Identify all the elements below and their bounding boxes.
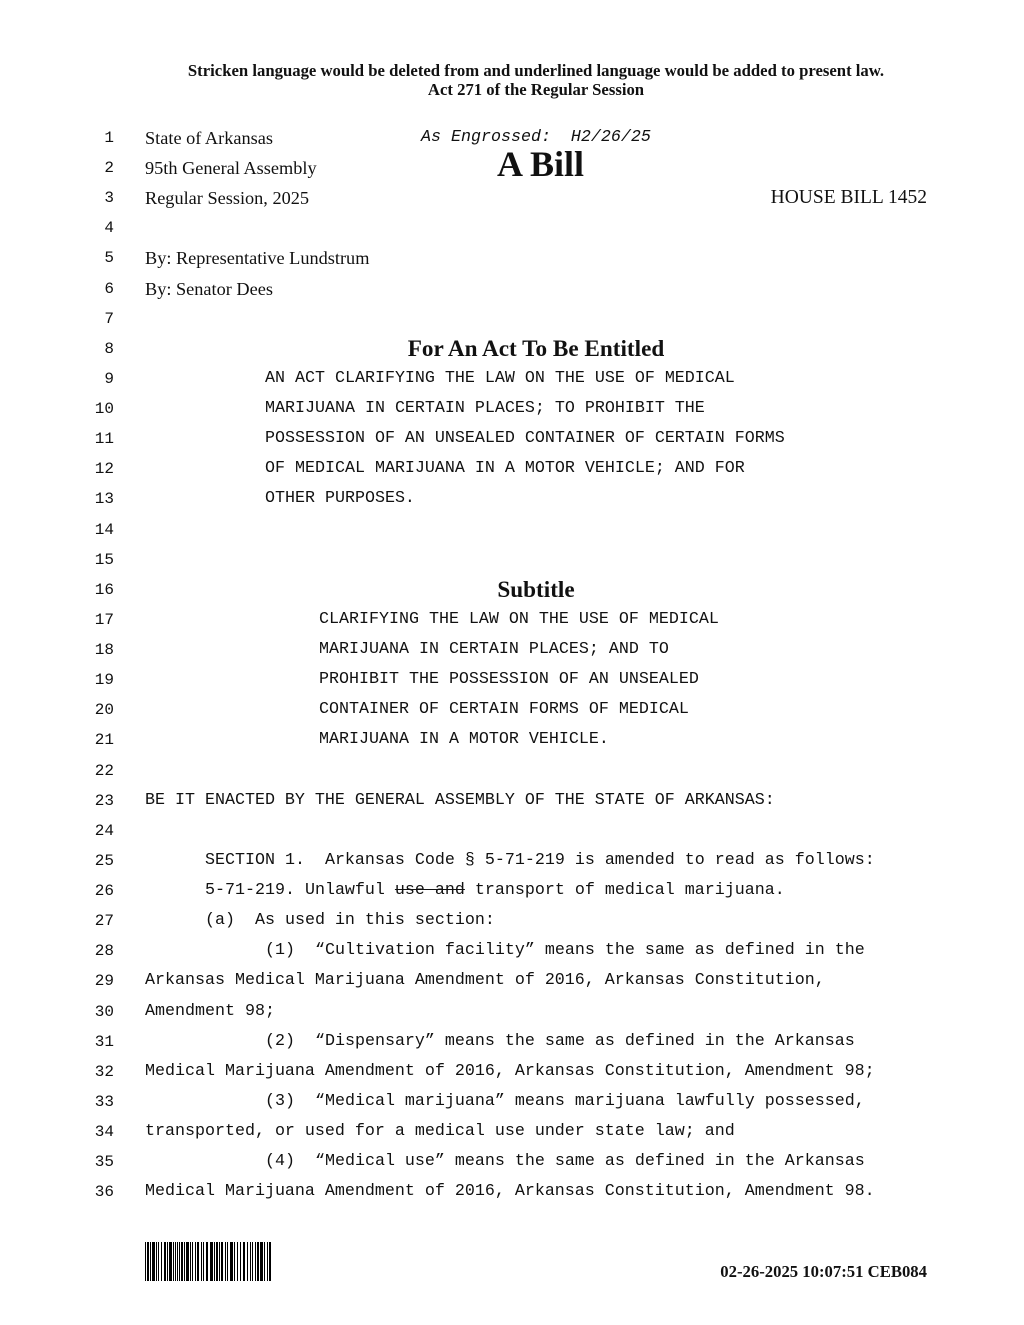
body-line: (4) “Medical use” means the same as defined in the Arkansas [265,1152,865,1172]
barcode [145,1242,273,1281]
line-number: 26 [94,882,114,901]
line-number: 34 [94,1123,114,1142]
subtitle-line: MARIJUANA IN A MOTOR VEHICLE. [319,730,609,750]
title-line: POSSESSION OF AN UNSEALED CONTAINER OF CERTAIN FORMS [265,429,785,449]
footer-timestamp: 02-26-2025 10:07:51 CEB084 [720,1262,927,1281]
body-line: Amendment 98; [145,1001,275,1021]
line-number: 15 [94,550,114,569]
barcode-bar [192,1242,193,1281]
barcode-bar [234,1242,235,1281]
line-number: 32 [94,1062,114,1081]
title-line: OTHER PURPOSES. [265,489,415,509]
line-row [0,786,1024,816]
line-number: 8 [104,339,114,358]
code-heading-end: transport of medical marijuana. [464,881,785,901]
barcode-bar [219,1242,220,1281]
body-line: Medical Marijuana Amendment of 2016, Arkansas Constitution, Amendment 98. [145,1182,875,1202]
line-row [0,213,1024,243]
line-row [0,1177,1024,1207]
line-row [0,545,1024,575]
barcode-bar [240,1242,241,1281]
line-number: 9 [104,369,114,388]
barcode-bar [225,1242,226,1281]
body-line: (3) “Medical marijuana” means marijuana lawfully possessed, [265,1091,865,1111]
barcode-bar [203,1242,204,1281]
stricken-language-notice: Stricken language would be deleted from and underlined language would be added to present law. [187,61,885,80]
line-number: 7 [104,309,114,328]
line-number: 14 [94,520,114,539]
line-number: 2 [104,159,114,178]
stricken-text: use and [394,881,465,901]
line-row [0,484,1024,514]
line-number: 13 [94,490,114,509]
barcode-bar [201,1242,202,1281]
barcode-bar [221,1242,223,1281]
line-number: 27 [94,912,114,931]
line-row [0,846,1024,876]
barcode-bar [210,1242,213,1281]
barcode-bar [161,1242,162,1281]
line-number: 33 [94,1092,114,1111]
title-line: MARIJUANA IN CERTAIN PLACES; TO PROHIBIT THE [265,399,705,419]
barcode-bar [269,1242,271,1281]
line-row [0,1087,1024,1117]
barcode-bar [250,1242,251,1281]
line-number: 23 [94,791,114,810]
barcode-bar [257,1242,259,1281]
subsection-a: (a) As used in this section: [205,911,495,931]
barcode-bar [227,1242,228,1281]
line-number: 3 [104,189,114,208]
act-line: Act 271 of the Regular Session [427,80,645,99]
subtitle-heading: Subtitle [497,576,575,603]
enacting-clause: BE IT ENACTED BY THE GENERAL ASSEMBLY OF THE STATE OF ARKANSAS: [145,790,775,810]
barcode-bar [230,1242,233,1281]
subtitle-line: MARIJUANA IN CERTAIN PLACES; AND TO [319,640,669,660]
engrossed-date: As Engrossed: H2/26/25 [421,127,651,147]
line-number: 30 [94,1002,114,1021]
line-row [0,966,1024,996]
body-line: (2) “Dispensary” means the same as defined in the Arkansas [265,1031,855,1051]
barcode-bar [150,1242,151,1281]
bill-number: HOUSE BILL 1452 [770,187,927,209]
line-row [0,665,1024,695]
line-row [0,1057,1024,1087]
section-heading: SECTION 1. Arkansas Code § 5-71-219 is amended to read as follows: [205,850,875,870]
numbered-lines [0,123,1024,1208]
line-row [0,756,1024,786]
barcode-bar [255,1242,256,1281]
line-number: 4 [104,219,114,238]
line-number: 1 [104,128,114,147]
barcode-bar [167,1242,168,1281]
line-row [0,334,1024,364]
house-sponsor: By: Representative Lundstrum [145,248,370,269]
senate-sponsor: By: Senator Dees [145,278,273,299]
line-row [0,936,1024,966]
line-number: 12 [94,460,114,479]
line-number: 31 [94,1032,114,1051]
line-row [0,906,1024,936]
line-row [0,695,1024,725]
title-line: OF MEDICAL MARIJUANA IN A MOTOR VEHICLE; AND FOR [265,459,745,479]
amendment-notice [145,61,927,99]
line-row [0,183,1024,213]
line-row [0,725,1024,755]
line-row [0,876,1024,906]
body-line: transported, or used for a medical use under state law; and [145,1122,735,1142]
line-row [0,1117,1024,1147]
title-line: AN ACT CLARIFYING THE LAW ON THE USE OF MEDICAL [265,368,735,388]
barcode-bar [164,1242,166,1281]
barcode-bar [260,1242,263,1281]
barcode-bar [175,1242,176,1281]
line-row [0,575,1024,605]
line-number: 20 [94,701,114,720]
line-number: 36 [94,1183,114,1202]
barcode-bar [197,1242,199,1281]
barcode-bar [179,1242,180,1281]
line-row [0,997,1024,1027]
line-row [0,454,1024,484]
line-number: 10 [94,400,114,419]
title-heading: For An Act To Be Entitled [407,335,665,362]
barcode-bar [158,1242,159,1281]
line-number: 24 [94,821,114,840]
barcode-bar [206,1242,208,1281]
line-row [0,515,1024,545]
session: Regular Session, 2025 [145,188,310,209]
line-number: 22 [94,761,114,780]
line-row [0,635,1024,665]
subtitle-line: CLARIFYING THE LAW ON THE USE OF MEDICAL [319,609,719,629]
barcode-bar [184,1242,185,1281]
line-number: 35 [94,1153,114,1172]
barcode-bar [190,1242,191,1281]
subtitle-line: CONTAINER OF CERTAIN FORMS OF MEDICAL [319,700,689,720]
line-number: 19 [94,671,114,690]
barcode-bar [169,1242,172,1281]
line-row [0,1027,1024,1057]
line-number: 25 [94,851,114,870]
line-number: 21 [94,731,114,750]
barcode-bar [247,1242,248,1281]
line-row [0,1147,1024,1177]
line-number: 16 [94,580,114,599]
barcode-bar [267,1242,268,1281]
line-row [0,243,1024,273]
line-row [0,364,1024,394]
line-number: 18 [94,641,114,660]
barcode-bar [177,1242,178,1281]
subtitle-line: PROHIBIT THE POSSESSION OF AN UNSEALED [319,670,699,690]
line-row [0,144,1024,185]
body-line: Arkansas Medical Marijuana Amendment of 2016, Arkansas Constitution, [145,971,825,991]
line-row [0,424,1024,454]
body-line: Medical Marijuana Amendment of 2016, Arkansas Constitution, Amendment 98; [145,1061,875,1081]
barcode-bar [214,1242,215,1281]
line-row [0,816,1024,846]
body-line: (1) “Cultivation facility” means the same as defined in the [265,941,865,961]
barcode-bar [181,1242,183,1281]
barcode-bar [156,1242,157,1281]
barcode-bar [252,1242,253,1281]
general-assembly: 95th General Assembly [145,158,317,179]
barcode-bar [216,1242,218,1281]
barcode-bar [186,1242,189,1281]
line-row [0,304,1024,334]
line-number: 11 [94,430,114,449]
barcode-bar [173,1242,174,1281]
barcode-bar [264,1242,265,1281]
barcode-bar [195,1242,196,1281]
code-heading-start: 5-71-219. Unlawful [205,881,395,901]
line-row [0,394,1024,424]
line-row [0,605,1024,635]
line-number: 6 [104,279,114,298]
barcode-bar [243,1242,245,1281]
line-number: 17 [94,610,114,629]
barcode-bar [145,1242,146,1281]
state-name: State of Arkansas [145,127,273,148]
barcode-bar [147,1242,149,1281]
line-number: 29 [94,972,114,991]
line-number: 5 [104,249,114,268]
barcode-bar [237,1242,238,1281]
barcode-bar [152,1242,155,1281]
document-type-title: A Bill [497,144,585,185]
code-section-heading [205,876,785,906]
line-number: 28 [94,942,114,961]
line-row [0,274,1024,304]
